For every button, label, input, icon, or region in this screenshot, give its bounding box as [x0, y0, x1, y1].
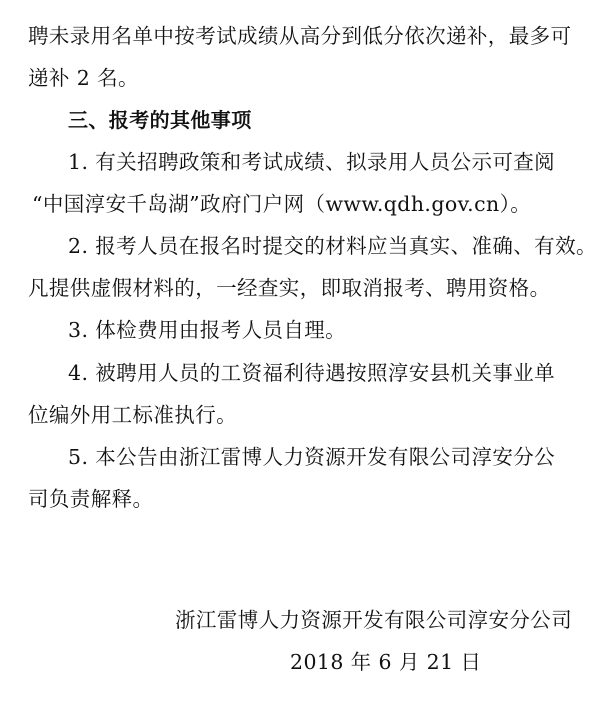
- section-heading: 三、报考的其他事项: [68, 108, 252, 132]
- list-item-line: “中国淳安千岛湖”政府门户网（www.qdh.gov.cn）。: [32, 192, 532, 216]
- list-item-line: 3. 体检费用由报考人员自理。: [68, 318, 347, 342]
- paragraph-line: 聘未录用名单中按考试成绩从高分到低分依次递补，最多可: [28, 24, 572, 48]
- list-item-line: 司负责解释。: [28, 487, 154, 511]
- signature-organization: 浙江雷博人力资源开发有限公司淳安分公司: [175, 608, 573, 632]
- list-item-line: 5. 本公告由浙江雷博人力资源开发有限公司淳安分公: [68, 445, 556, 469]
- list-item-line: 4. 被聘用人员的工资福利待遇按照淳安县机关事业单: [68, 361, 556, 385]
- signature-date: 2018 年 6 月 21 日: [290, 650, 482, 674]
- list-item-line: 凡提供虚假材料的，一经查实，即取消报考、聘用资格。: [28, 276, 551, 300]
- list-item-line: 2. 报考人员在报名时提交的材料应当真实、准确、有效。: [68, 234, 597, 258]
- list-item-line: 位编外用工标准执行。: [28, 403, 237, 427]
- paragraph-line: 递补 2 名。: [28, 66, 139, 90]
- list-item-line: 1. 有关招聘政策和考试成绩、拟录用人员公示可查阅: [68, 150, 556, 174]
